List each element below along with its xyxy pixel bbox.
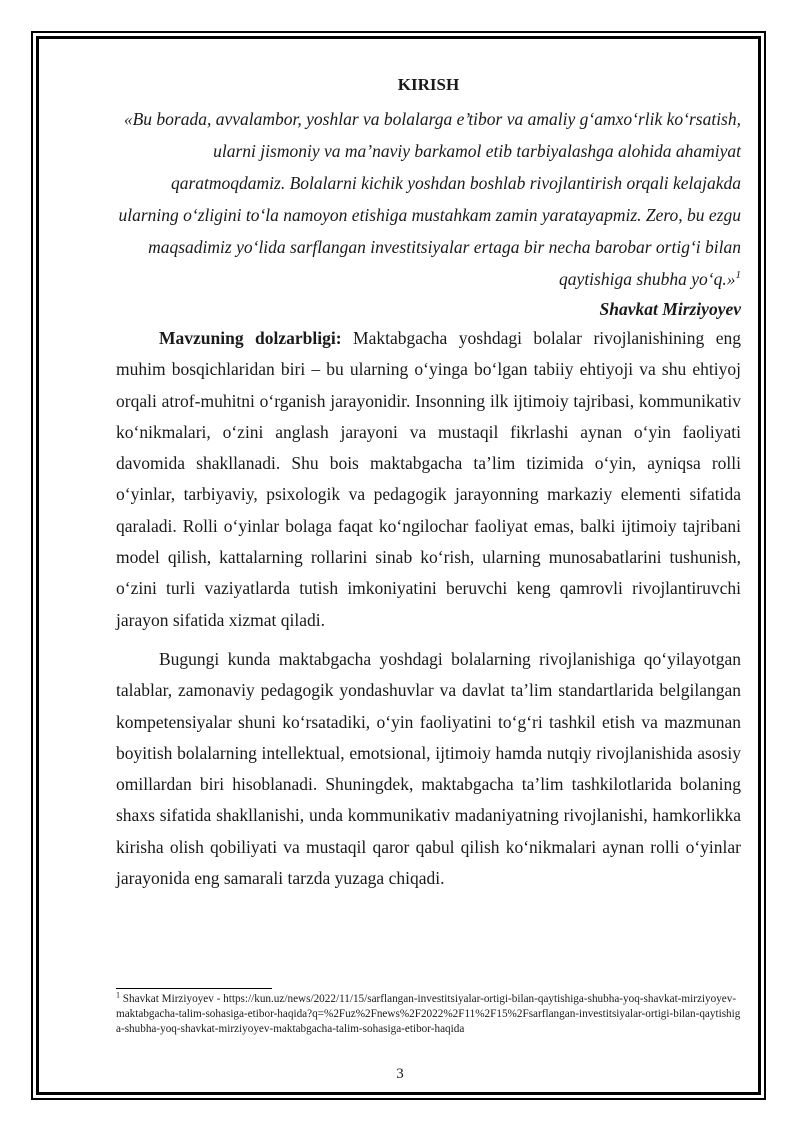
page-body: [116, 70, 741, 894]
paragraph-2: Bugungi kunda maktabgacha yoshdagi bolalarning rivojlanishiga qo‘yilayotgan talablar, zamonaviy pedagogik yondashuvlar va davlat ta’lim standartlarida belgilangan kompetensiyalar shuni ko‘rsatadiki, o‘yin faoliyatini to‘g‘ri tashkil etish va mazmunan boyitish bolalarning intellektual, emotsional, ijtimoiy hamda nutqiy rivojlanishida asosiy omillardan biri hisoblanadi. Shuningdek, maktabgacha ta’lim tashkilotlarida bolaning shaxs sifatida shakllanishi, unda kommunikativ madaniyatning rivojlanishi, hamkorlikka kirisha olish qobiliyati va mustaqil qaror qabul qilish ko‘nikmalari aynan rolli o‘yinlar jarayonida eng samarali tarzda yuzaga chiqadi.: [116, 648, 741, 889]
footnote-text: Shavkat Mirziyoyev - https://kun.uz/news/2022/11/15/sarflangan-investitsiyalar-ortigi-bilan-qaytishiga-shubha-yoq-shavkat-mirziyoyev-maktabgacha-talim-sohasiga-etibor-haqida?q=%2Fuz%2Fnews%2F2022%2F11%2F15%2Fsarflangan-investitsiyalar-ortigi-bilan-qaytishiga-shubha-yoq-shavkat-mirziyoyev-maktabgacha-talim-sohasiga-etibor-haqida: [116, 993, 741, 1035]
footnote-marker: 1: [116, 990, 120, 1000]
section-label: Mavzuning dolzarbligi:: [159, 328, 342, 348]
footnote-reference: 1: [735, 269, 741, 282]
paragraph-relevance: [116, 323, 741, 636]
epigraph-author: Shavkat Mirziyoyev: [599, 299, 741, 319]
footnote-divider: [116, 988, 272, 989]
page-number: 3: [396, 1066, 404, 1082]
paragraph-text-1: Maktabgacha yoshdagi bolalar rivojlanishining eng muhim bosqichlaridan biri – bu ularning o‘yinga bo‘lgan tabiiy ehtiyoji va shu ehtiyoj orqali atrof-muhitni o‘rganish jarayonidir. Insonning ilk ijtimoiy tajribasi, kommunikativ ko‘nikmalari, o‘zini anglash jarayoni va mustaqil fikrlashi aynan o‘yin faoliyati davomida shakllanadi. Shu bois maktabgacha ta’lim tizimida o‘yin, ayniqsa rolli o‘yinlar, tarbiyaviy, psixologik va pedagogik jarayonning markaziy elementi sifatida qaraladi. Rolli o‘yinlar bolaga faqat ko‘ngilochar faoliyat emas, balki ijtimoiy tajribani model qilish, kattalarning rollarini sinab ko‘rish, ularning munosabatlarini tushunish, o‘zini turli vaziyatlarda tutish imkoniyatini beruvchi keng qamrovli rivojlantiruvchi jarayon sifatida xizmat qiladi.: [116, 328, 741, 630]
epigraph-quote: [116, 103, 741, 295]
footnote: [116, 992, 741, 1037]
epigraph-text: «Bu borada, avvalambor, yoshlar va bolalarga e’tibor va amaliy g‘amxo‘rlik ko‘rsatish, ularni jismoniy va ma’naviy barkamol etib tarbiyalashga alohida ahamiyat qaratmoqdamiz. Bolalarni kichik yoshdan boshlab rivojlantirish orqali kelajakda ularning o‘zligini to‘la namoyon etishiga mustahkam zamin yaratayapmiz. Zero, bu ezgu maqsadimiz yo‘lida sarflangan investitsiyalar ertaga bir necha barobar ortig‘i bilan qaytishiga shubha yo‘q.»: [118, 109, 741, 289]
page-title: KIRISH: [397, 75, 460, 94]
